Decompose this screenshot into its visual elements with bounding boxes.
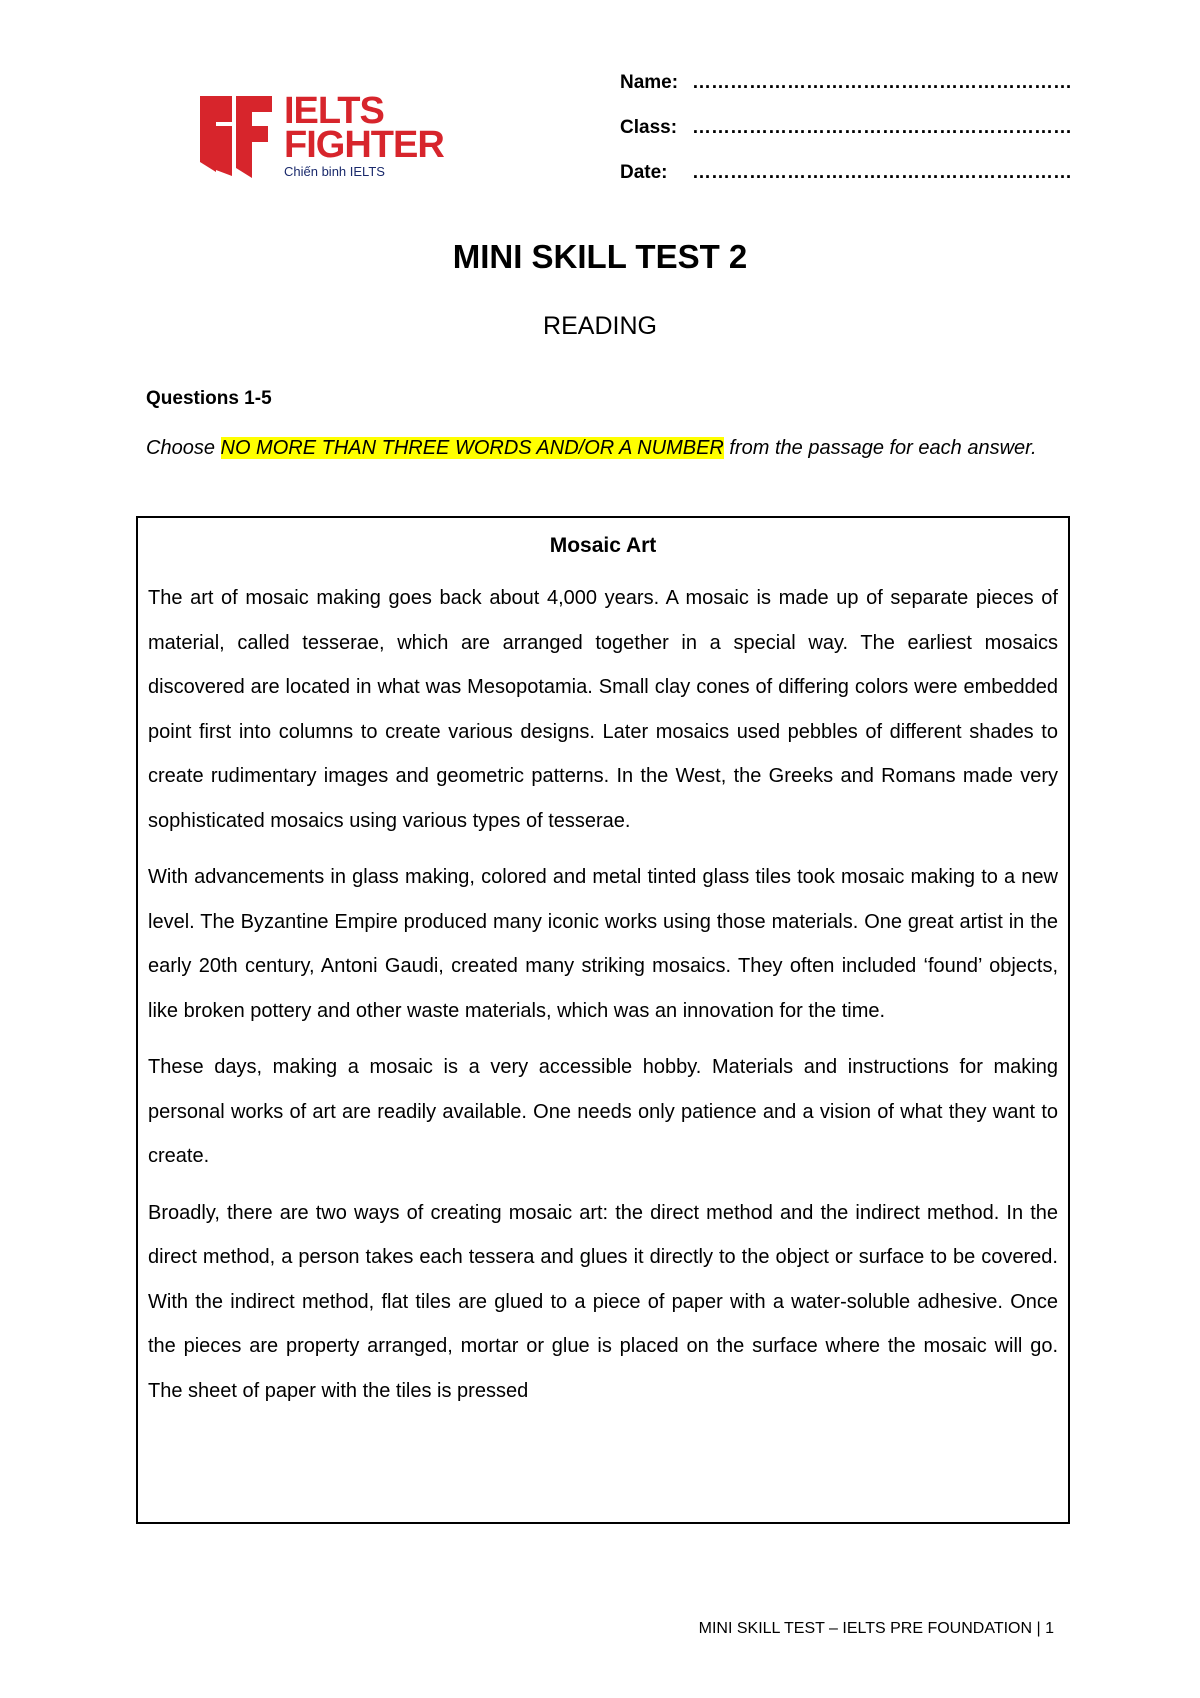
date-label: Date: xyxy=(620,162,668,183)
question-range-heading: Questions 1-5 xyxy=(146,388,272,409)
name-row xyxy=(620,72,1072,117)
instruction-prefix: Choose xyxy=(146,437,221,459)
class-row xyxy=(620,117,1072,162)
logo-text-ielts: IELTS xyxy=(284,90,384,132)
passage-paragraph-3: These days, making a mosaic is a very accessible hobby. Materials and instructions for making personal works of art are readily available. One needs only patience and a vision of what they want to create. xyxy=(148,1056,1058,1167)
passage-paragraph-2: With advancements in glass making, colored and metal tinted glass tiles took mosaic making to a new level. The Byzantine Empire produced many iconic works using those materials. One great artist in the early 20th century, Antoni Gaudi, created many striking mosaics. They often included ‘found’ objects, like broken pottery and other waste materials, which was an innovation for the time. xyxy=(148,866,1058,1022)
instruction-text xyxy=(146,426,1060,471)
section-title: READING xyxy=(543,312,657,340)
logo-emblem-icon xyxy=(196,92,276,180)
logo-text-fighter: FIGHTER xyxy=(284,124,444,166)
page-footer: MINI SKILL TEST – IELTS PRE FOUNDATION | 1 xyxy=(698,1620,1054,1637)
passage-title: Mosaic Art xyxy=(549,534,657,557)
name-label: Name: xyxy=(620,72,679,93)
page-title: MINI SKILL TEST 2 xyxy=(452,238,748,275)
passage-paragraph-4: Broadly, there are two ways of creating mosaic art: the direct method and the indirect method. In the direct method, a person takes each tessera and glues it directly to the object or surface to be covered. With the indirect method, flat tiles are glued to a piece of paper with a water-soluble adhesive. Once the pieces are property arranged, mortar or glue is placed on the surface where the mosaic will go. The sheet of paper with the tiles is pressed xyxy=(148,1201,1058,1402)
passage-box xyxy=(136,516,1070,1524)
student-info-block xyxy=(620,72,1072,207)
ielts-fighter-logo xyxy=(196,90,456,186)
name-field[interactable]: …………………………………………………… xyxy=(692,72,1072,93)
logo-tagline: Chiến binh IELTS xyxy=(284,164,385,179)
instruction-highlight: NO MORE THAN THREE WORDS AND/OR A NUMBER xyxy=(220,437,724,459)
class-field[interactable]: …………………………………………………… xyxy=(692,117,1072,138)
date-row xyxy=(620,162,1072,207)
class-label: Class: xyxy=(620,117,678,138)
date-field[interactable]: …………………………………………………… xyxy=(692,162,1072,183)
passage-paragraph-1: The art of mosaic making goes back about 4,000 years. A mosaic is made up of separate pieces of material, called tesserae, which are arranged together in a special way. The earliest mosaics discovered are located in what was Mesopotamia. Small clay cones of differing colors were embedded point first into columns to create various designs. Later mosaics used pebbles of different shades to create rudimentary images and geometric patterns. In the West, the Greeks and Romans made very sophisticated mosaics using various types of tesserae. xyxy=(148,587,1058,832)
instruction-suffix: from the passage for each answer. xyxy=(723,437,1037,459)
